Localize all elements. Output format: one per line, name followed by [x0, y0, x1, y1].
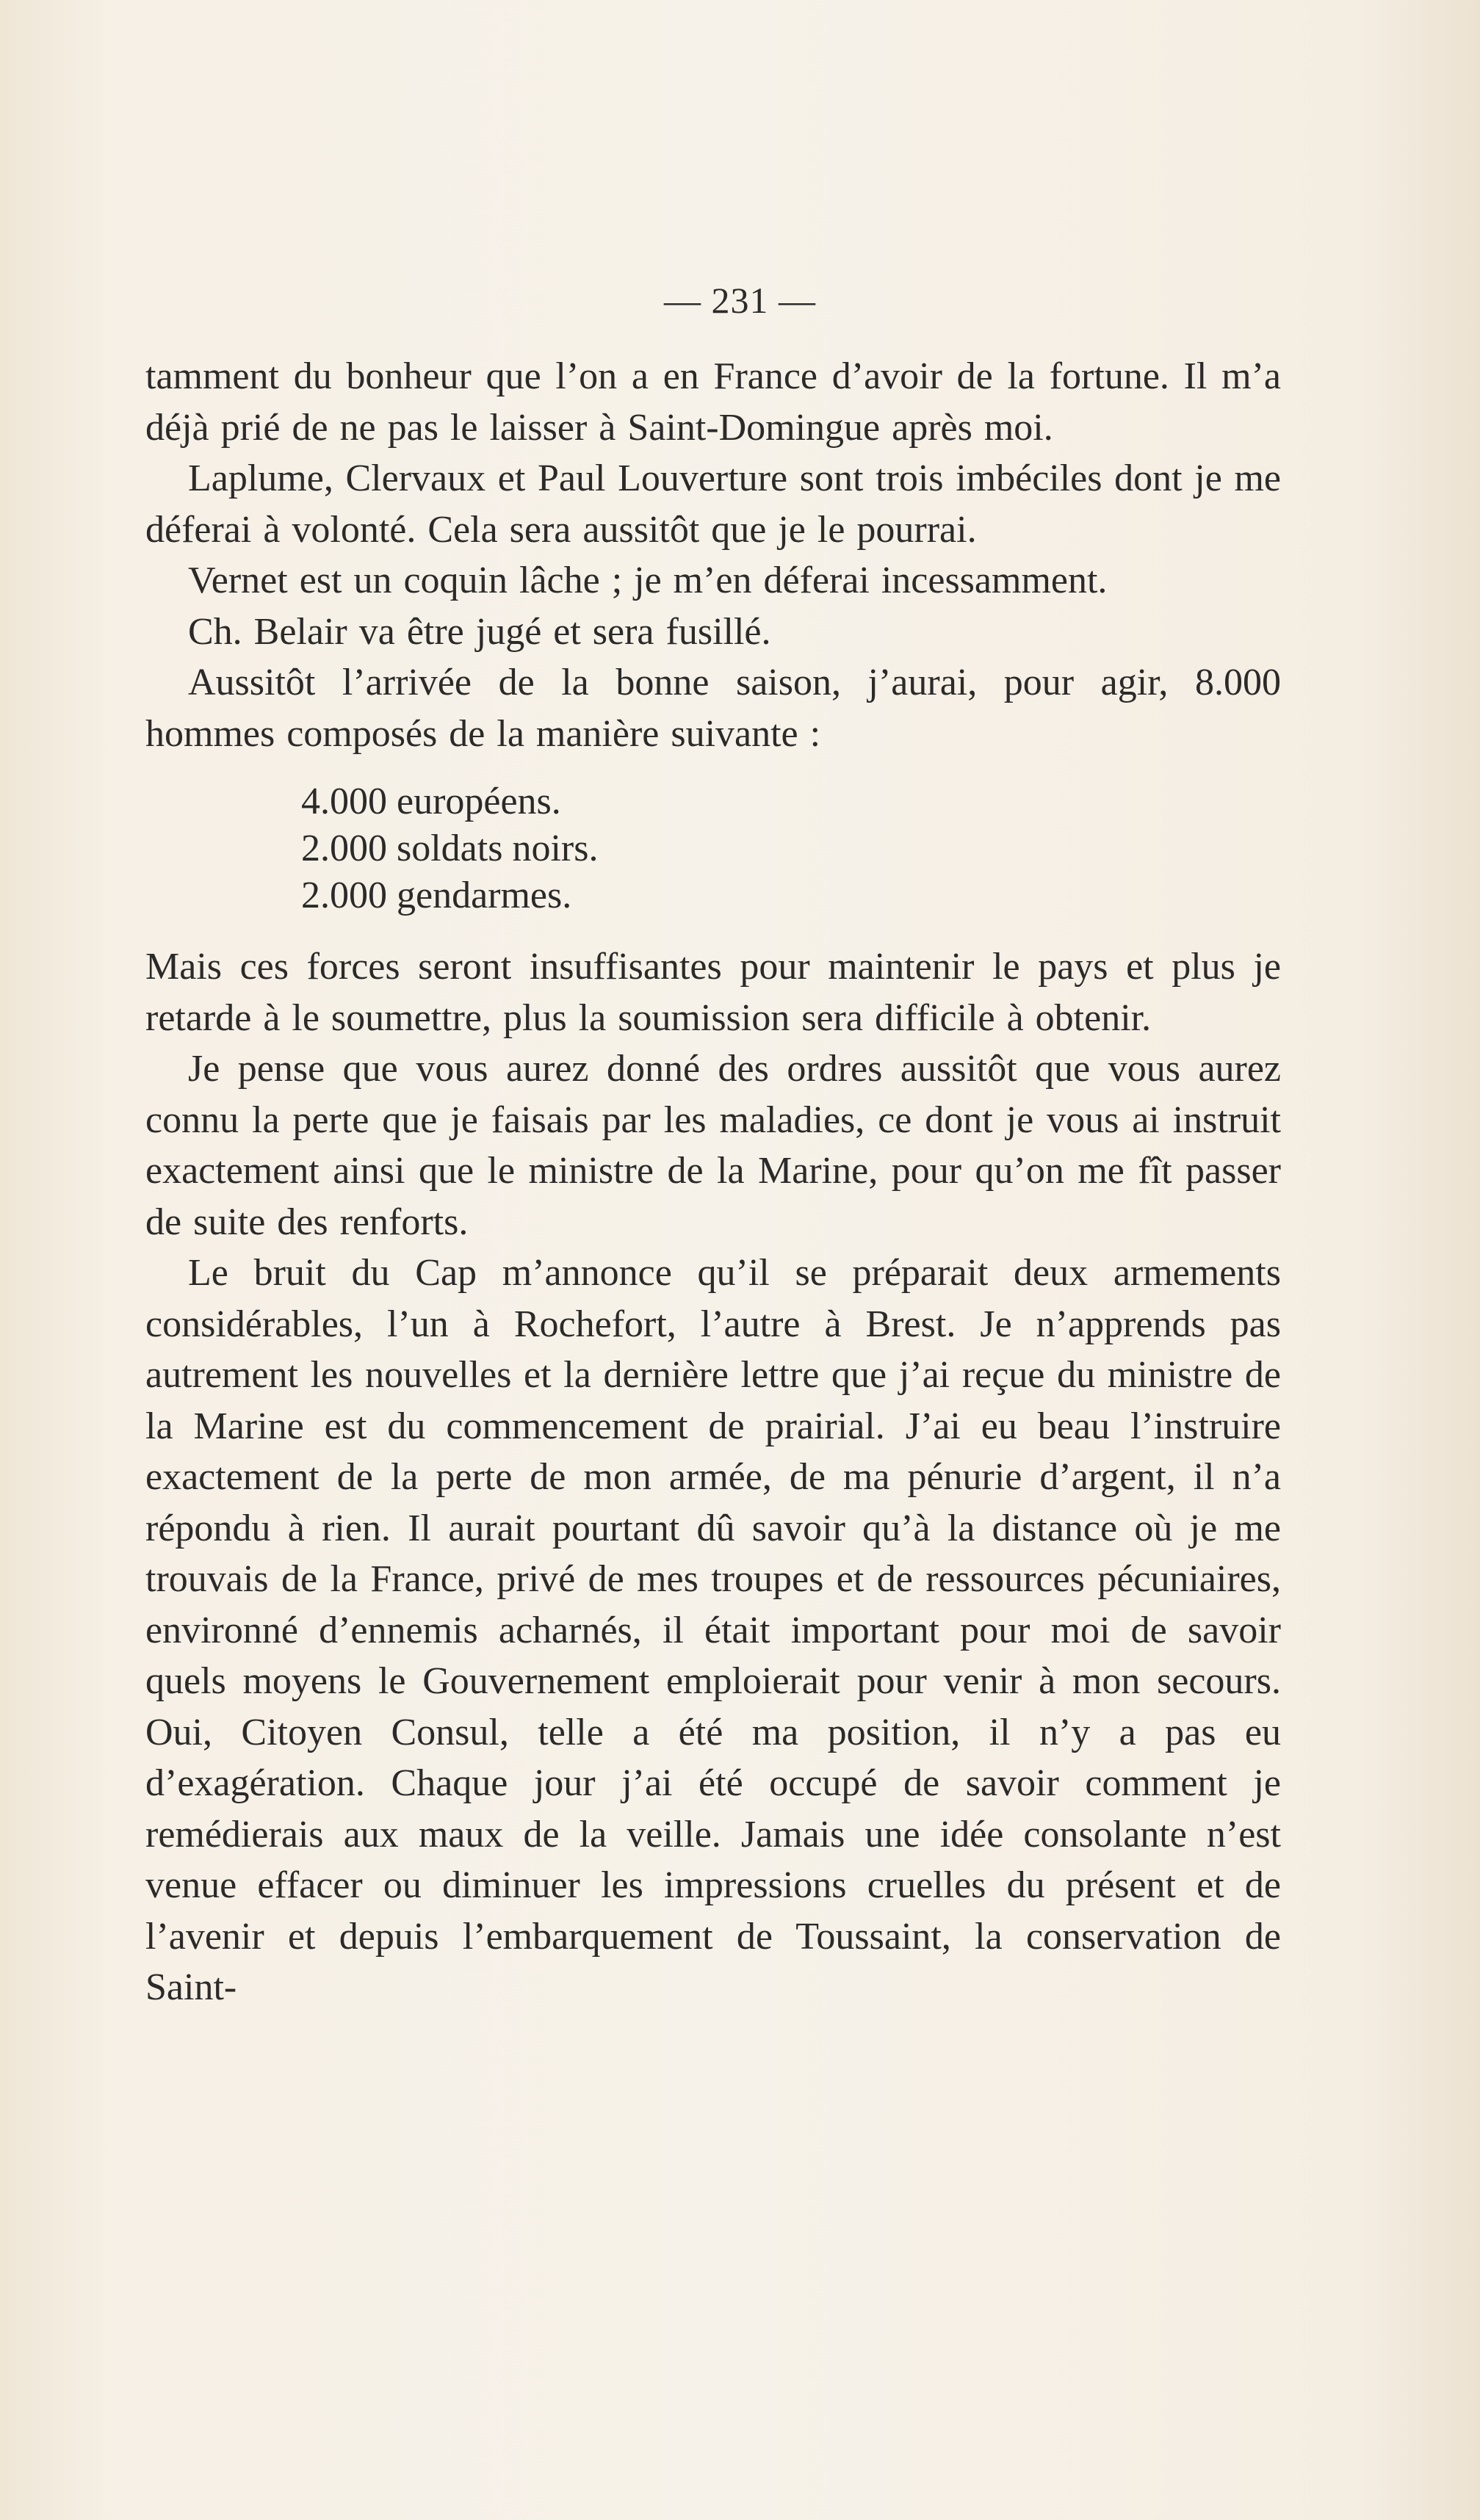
list-item: 2.000 soldats noirs.: [301, 828, 599, 869]
paragraph-armaments: Le bruit du Cap m’annonce qu’il se préparait deux armements considérables, l’un à Rochefort, l’autre à Brest. Je n’apprends pas autrement les nouvelles et la dernière lettre que j’ai reçue du ministre de la Marine est du commencement de prairial. J’ai eu beau l’instruire exactement de la perte de mon armée, de ma pénurie d’argent, il n’a répondu à rien. Il aurait pourtant dû savoir qu’à la distance où je me trouvais de la France, privé de mes troupes et de ressources pécuniaires, environné d’ennemis acharnés, il était important pour moi de savoir quels moyens le Gouvernement emploierait pour venir à mon secours. Oui, Citoyen Consul, telle a été ma position, il n’y a pas eu d’exagération. Chaque jour j’ai été occupé de savoir comment je remédierais aux maux de la veille. Jamais une idée consolante n’est venue effacer ou diminuer les impressions cruelles du présent et de l’avenir et depuis l’embarquement de Toussaint, la conservation de Saint-: [145, 1252, 1281, 2008]
paragraph-reinforcements: Je pense que vous aurez donné des ordres aussitôt que vous aurez connu la perte que je faisais par les maladies, ce dont je vous ai instruit exactement ainsi que le ministre de la Marine, pour qu’on me fît passer de suite des renforts.: [145, 1048, 1281, 1243]
paragraph-laplume: Laplume, Clervaux et Paul Louverture sont trois imbéciles dont je me déferai à volonté. Cela sera aussitôt que je le pourrai.: [145, 457, 1281, 551]
paragraph-vernet: Vernet est un coquin lâche ; je m’en déferai incessamment.: [188, 560, 1108, 601]
paragraph-forces-intro: Aussitôt l’arrivée de la bonne saison, j’aurai, pour agir, 8.000 hommes composés de la manière suivante :: [145, 662, 1281, 755]
paragraph-continuation: tamment du bonheur que l’on a en France d’avoir de la fortune. Il m’a déjà prié de ne pas le laisser à Saint-Domingue après moi.: [145, 355, 1281, 449]
page-number: — 231 —: [664, 280, 816, 321]
letter-text: [145, 351, 1281, 2013]
forces-list: [301, 778, 1281, 919]
paragraph-belair: Ch. Belair va être jugé et sera fusillé.: [188, 610, 771, 653]
list-item: 2.000 gendarmes.: [301, 875, 572, 916]
paragraph-insufficient-forces: Mais ces forces seront insuffisantes pour maintenir le pays et plus je retarde à le soumettre, plus la soumission sera difficile à obtenir.: [145, 946, 1281, 1039]
list-item: 4.000 européens.: [301, 781, 561, 822]
